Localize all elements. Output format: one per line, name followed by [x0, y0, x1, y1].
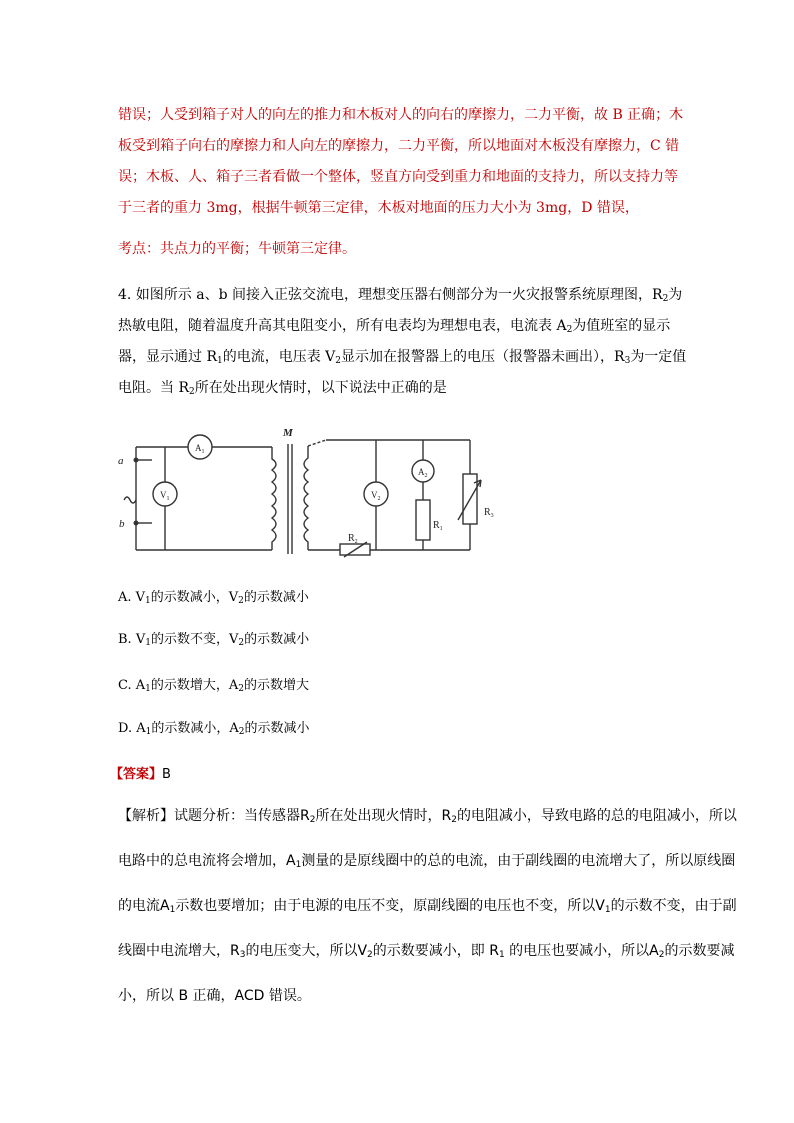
- kaodian-line: 考点：共点力的平衡；牛顿第三定律。: [118, 241, 356, 257]
- explanation-line-3: 的电流$A_1$示数也要增加；由于电源的电压不变，原副线圈的电压也不变，所以$V_1$的示数不变，由于副: [118, 898, 737, 915]
- a2-label: $A_2$: [418, 467, 428, 479]
- r3-label: $R_3$: [484, 507, 494, 519]
- option-c: C. $A_1$的示数增大，$A_2$的示数增大: [118, 678, 310, 694]
- red-line-2: 板受到箱子向右的摩擦力和人向左的摩擦力，二力平衡，所以地面对木板没有摩擦力，C 错: [118, 138, 680, 154]
- answer-value: B: [162, 767, 171, 782]
- r1-label: $R_1$: [433, 520, 443, 532]
- option-a: A. $V_1$的示数减小，$V_2$的示数减小: [118, 590, 309, 606]
- question-line-1: 4. 如图所示 a、b 间接入正弦交流电，理想变压器右侧部分为一火灾报警系统原理图，$R_2$为: [118, 287, 683, 304]
- a1-label: $A_1$: [195, 443, 205, 455]
- v2-label: $V_2$: [371, 490, 381, 502]
- terminal-b-label: b: [119, 518, 125, 530]
- terminal-a-label: a: [118, 455, 124, 467]
- answer-line: [110, 763, 171, 782]
- r2-label: $R_2$: [348, 533, 358, 545]
- option-b: B. $V_1$的示数不变，$V_2$的示数减小: [118, 632, 310, 648]
- red-line-1: 错误；人受到箱子对人的向左的推力和木板对人的向右的摩擦力，二力平衡，故 B 正确；木: [118, 107, 684, 123]
- question-line-4: 电阻。当 $R_2$所在处出现火情时，以下说法中正确的是: [118, 380, 447, 397]
- v1-label: $V_1$: [160, 490, 170, 502]
- red-line-3: 误；木板、人、箱子三者看做一个整体，竖直方向受到重力和地面的支持力，所以支持力等: [118, 169, 678, 185]
- explanation-line-4: 线圈中电流增大，$R_3$的电压变大，所以$V_2$的示数要减小，即 $R_1$ 的电压也要减小，所以$A_2$的示数要减: [118, 943, 735, 960]
- transformer-label: M: [283, 427, 293, 439]
- question-line-3: 器，显示通过 $R_1$的电流，电压表 $V_2$显示加在报警器上的电压（报警器未画出），$R_3$为一定值: [118, 349, 687, 366]
- explanation-line-5: 小，所以 B 正确，ACD 错误。: [118, 988, 311, 1004]
- explanation-line-2: 电路中的总电流将会增加，$A_1$测量的是原线圈中的总的电流，由于副线圈的电流增大了，所以原线圈: [118, 853, 736, 870]
- ac-source-icon: [124, 497, 136, 503]
- red-line-4: 于三者的重力 3mg，根据牛顿第三定律，木板对地面的压力大小为 3mg，D 错误，: [118, 200, 639, 216]
- answer-label: 【答案】: [110, 767, 163, 782]
- option-d: D. $A_1$的示数减小，$A_2$的示数减小: [118, 721, 310, 737]
- question-line-2: 热敏电阻，随着温度升高其电阻变小，所有电表均为理想电表，电流表 $A_2$为值班室的显示: [118, 318, 671, 335]
- explanation-line-1: 【解析】试题分析：当传感器$R_2$所在处出现火情时，$R_2$的电阻减小，导致电路的总的电阻减小，所以: [118, 808, 737, 825]
- circuit-diagram: [112, 424, 502, 560]
- resistor-r1: [416, 500, 430, 540]
